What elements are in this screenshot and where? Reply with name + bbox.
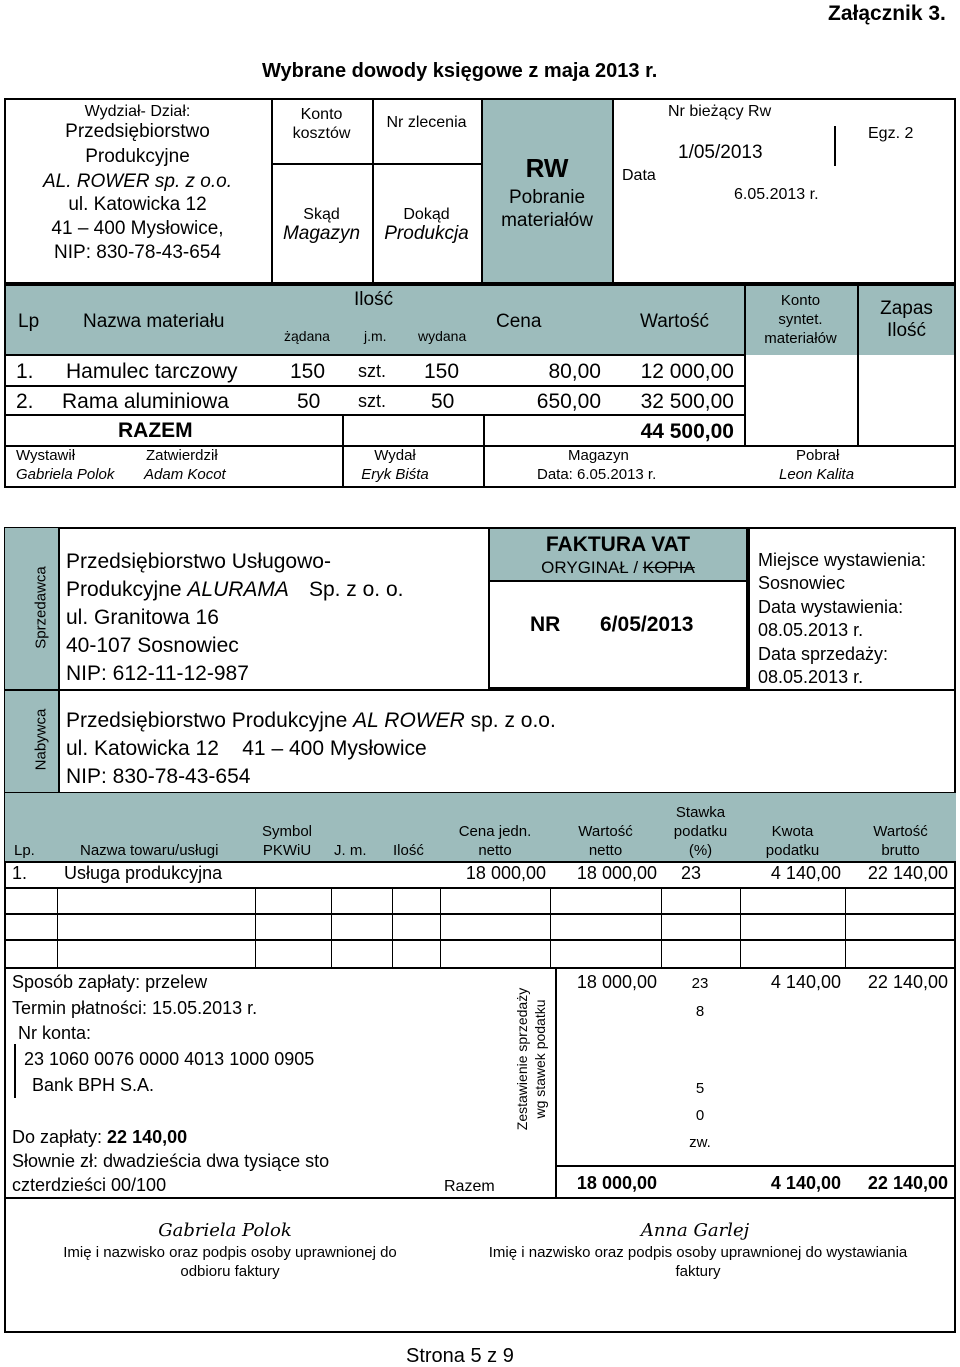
magazyn-date: Data: 6.05.2013 r. xyxy=(537,466,657,483)
rw-dept-line-6: NIP: 830-78-43-654 xyxy=(54,242,221,263)
rw-subtitle-1: materiałów xyxy=(501,210,593,231)
invoice-nr-value: 6/05/2013 xyxy=(600,613,694,636)
sale-date-value: 08.05.2013 r. xyxy=(758,667,864,687)
inv-col-nazwa: Nazwa towaru/usługi xyxy=(80,842,219,859)
summary-razem-brutto: 22 140,00 xyxy=(867,1173,948,1193)
wystawil-name: Gabriela Polok xyxy=(16,466,115,483)
summary-8-rate: 8 xyxy=(695,1003,705,1020)
col-nazwa: Nazwa materiału xyxy=(83,311,225,332)
zatwierdzil-name: Adam Kocot xyxy=(144,466,226,483)
egz-label: Egz. 2 xyxy=(868,125,914,142)
nr-biezacy-value: 1/05/2013 xyxy=(678,142,763,163)
rw-dept-line-5: 41 – 400 Mysłowice, xyxy=(51,218,224,239)
receiver-caption-2: odbioru faktury xyxy=(180,1263,280,1280)
place-label: Miejsce wystawienia: xyxy=(758,550,927,570)
summary-5-rate: 5 xyxy=(695,1080,705,1097)
sale-date-label: Data sprzedaży: xyxy=(758,644,889,664)
wydal-label: Wydał xyxy=(374,447,416,464)
col-zadana: żądana xyxy=(284,328,330,344)
rw-dept-line-4: ul. Katowicka 12 xyxy=(68,194,207,215)
summary-0-rate: 0 xyxy=(695,1107,705,1124)
rw-razem-label: RAZEM xyxy=(118,419,193,442)
buyer-side-label: Nabywca xyxy=(32,708,50,771)
col-zapas: Zapas xyxy=(880,298,933,319)
faktura-title: FAKTURA VAT xyxy=(545,533,691,556)
magazyn-label: Magazyn xyxy=(568,447,629,464)
wystawil-label: Wystawił xyxy=(16,447,76,464)
inv-col-netto: Wartość xyxy=(578,823,633,840)
dokad-label: Dokąd xyxy=(403,206,450,223)
inv-col-symbol: Symbol xyxy=(261,823,313,840)
dokad-value: Produkcja xyxy=(384,223,469,244)
summary-23-kwota: 4 140,00 xyxy=(770,972,841,992)
account-label: Nr konta: xyxy=(18,1023,92,1043)
inv-col-jm: J. m. xyxy=(334,842,367,859)
buyer-line-3: NIP: 830-78-43-654 xyxy=(66,765,251,788)
original-copy-label: ORYGINAŁ / KOPIA xyxy=(541,558,695,577)
zatwierdzil-label: Zatwierdził xyxy=(146,447,218,464)
pobral-name: Leon Kalita xyxy=(779,466,855,483)
col-jm: j.m. xyxy=(364,328,387,344)
place-value: Sosnowiec xyxy=(758,573,846,593)
rw-dept-line-1: Przedsiębiorstwo xyxy=(65,121,210,142)
summary-side-label-2: wg stawek podatku xyxy=(532,999,548,1119)
rw-dept-line-0: Wydział- Dział: xyxy=(84,103,191,120)
seller-line-1: Przedsiębiorstwo Usługowo- xyxy=(66,550,331,573)
col-lp: Lp xyxy=(18,311,40,332)
issue-date-value: 08.05.2013 r. xyxy=(758,620,864,640)
summary-zw-rate: zw. xyxy=(689,1134,711,1151)
konto-kosztow-label: Konto xyxy=(300,106,343,123)
nr-zlecenia-label: Nr zlecenia xyxy=(386,114,467,131)
summary-23-rate: 23 xyxy=(691,975,709,992)
inv-col-stawka: Stawka xyxy=(675,804,726,821)
rw-subtitle-0: Pobranie xyxy=(508,187,586,208)
payment-term: Termin płatności: 15.05.2013 r. xyxy=(12,998,258,1018)
inv-col-ilosc: Ilość xyxy=(393,842,424,859)
side-bar xyxy=(5,528,58,792)
col-wydana: wydana xyxy=(418,328,467,344)
seller-line-3: ul. Granitowa 16 xyxy=(66,606,219,629)
issue-date-label: Data wystawienia: xyxy=(758,597,904,617)
issuer-caption-2: faktury xyxy=(675,1263,721,1280)
rw-code: RW xyxy=(525,153,569,183)
amount-in-words-1: Słownie zł: dwadzieścia dwa tysiące sto xyxy=(12,1151,330,1171)
page-number: Strona 5 z 9 xyxy=(406,1345,514,1367)
nr-biezacy-label: Nr bieżący Rw xyxy=(668,103,772,120)
receiver-signature: Gabriela Polok xyxy=(158,1220,292,1241)
seller-line-2: Produkcyjne ALURAMA Sp. z o. o. xyxy=(66,578,404,601)
rw-dept-line-2: Produkcyjne xyxy=(85,146,190,167)
col-wartosc: Wartość xyxy=(640,311,709,332)
pobral-label: Pobrał xyxy=(796,447,840,464)
col-ilosc: Ilość xyxy=(354,289,394,310)
invoice-nr-label: NR xyxy=(530,613,561,636)
skad-value: Magazyn xyxy=(282,223,361,244)
seller-line-4: 40-107 Sosnowiec xyxy=(66,634,239,657)
inv-col-brutto: Wartość xyxy=(873,823,928,840)
summary-23-brutto: 22 140,00 xyxy=(867,972,948,992)
page-title: Wybrane dowody księgowe z maja 2013 r. xyxy=(262,60,658,82)
seller-line-5: NIP: 612-11-12-987 xyxy=(66,662,249,685)
account-number: 23 1060 0076 0000 4013 1000 0905 xyxy=(24,1049,315,1069)
col-konto: Konto xyxy=(780,292,821,309)
amount-in-words-2: czterdzieści 00/100 xyxy=(12,1175,167,1195)
summary-razem-kwota: 4 140,00 xyxy=(770,1173,841,1193)
issuer-signature: Anna Garlej xyxy=(640,1220,750,1241)
data-value: 6.05.2013 r. xyxy=(734,186,819,203)
inv-col-lp: Lp. xyxy=(14,842,35,859)
data-label: Data xyxy=(622,167,656,184)
payment-method: Sposób zapłaty: przelew xyxy=(12,972,208,992)
wydal-name: Eryk Biśta xyxy=(361,466,429,483)
annex-label: Załącznik 3. xyxy=(828,2,946,25)
inv-col-kwota: Kwota xyxy=(771,823,814,840)
rw-razem-value: 44 500,00 xyxy=(640,420,734,443)
inv-col-cena: Cena jedn. xyxy=(458,823,532,840)
summary-razem-label: Razem xyxy=(444,1178,495,1195)
seller-side-label: Sprzedawca xyxy=(32,566,50,649)
buyer-line-1: Przedsiębiorstwo Produkcyjne AL ROWER sp. z o.o. xyxy=(66,709,556,732)
receiver-caption-1: Imię i nazwisko oraz podpis osoby uprawnionej do xyxy=(63,1244,397,1261)
issuer-caption-1: Imię i nazwisko oraz podpis osoby uprawnionej do wystawiania xyxy=(488,1244,908,1261)
rw-dept-line-3: AL. ROWER sp. z o.o. xyxy=(43,171,232,192)
to-pay: Do zapłaty: 22 140,00 xyxy=(12,1127,188,1147)
buyer-line-2: ul. Katowicka 12 41 – 400 Mysłowice xyxy=(66,737,427,760)
bank-name: Bank BPH S.A. xyxy=(32,1075,155,1095)
col-cena: Cena xyxy=(496,311,542,332)
skad-label: Skąd xyxy=(303,206,340,223)
summary-23-netto: 18 000,00 xyxy=(576,972,657,992)
summary-side-label-1: Zestawienie sprzedaży xyxy=(514,987,530,1131)
summary-razem-netto: 18 000,00 xyxy=(576,1173,657,1193)
